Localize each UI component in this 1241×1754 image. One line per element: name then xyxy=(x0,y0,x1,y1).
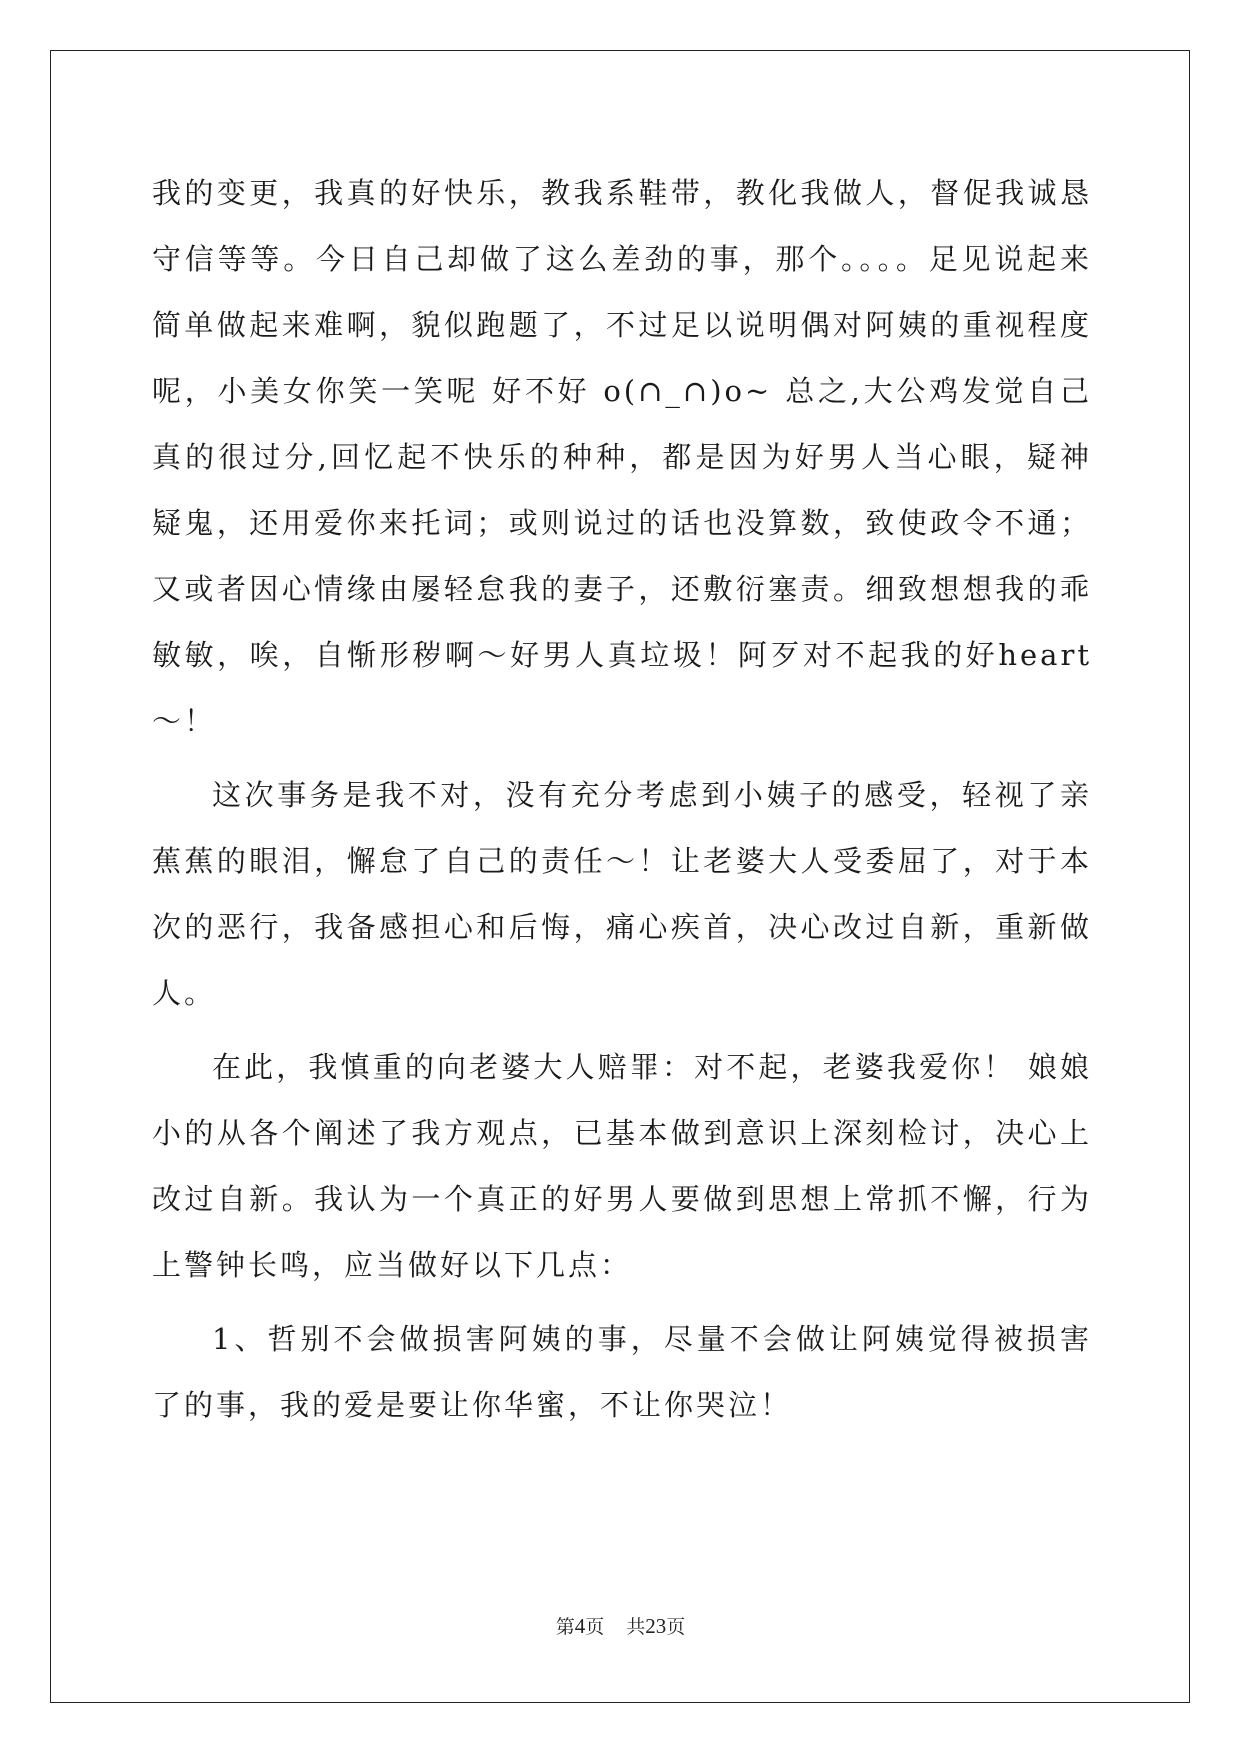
total-pages: 23 xyxy=(645,1614,667,1638)
page-suffix: 页 xyxy=(585,1616,605,1638)
page-prefix: 第 xyxy=(555,1616,575,1638)
page-number: 4 xyxy=(574,1614,586,1638)
paragraph-2: 这次事务是我不对，没有充分考虑到小姨子的感受，轻视了亲蕉蕉的眼泪，懈怠了自己的责任～！让老婆大人受委屈了，对于本次的恶行，我备感担心和后悔，痛心疾首，决心改过自新，重新做人。 xyxy=(152,778,1092,1010)
paragraph-3: 在此，我慎重的向老婆大人赔罪：对不起，老婆我爱你！ 娘娘小的从各个阐述了我方观点，已基本做到意识上深刻检讨，决心上改过自新。我认为一个真正的好男人要做到思想上常抓不懈，行为上警钟长鸣，应当做好以下几点： xyxy=(152,1050,1092,1282)
total-suffix: 页 xyxy=(666,1616,686,1638)
document-body xyxy=(152,160,1092,1438)
paragraph-4: 1、哲别不会做损害阿姨的事，尽量不会做让阿姨觉得被损害了的事，我的爱是要让你华蜜，不让你哭泣！ xyxy=(152,1322,1092,1422)
total-prefix: 共 xyxy=(626,1616,646,1638)
paragraph-1: 我的变更，我真的好快乐，教我系鞋带，教化我做人，督促我诚恳守信等等。今日自己却做了这么差劲的事，那个。。。。足见说起来简单做起来难啊，貌似跑题了，不过足以说明偶对阿姨的重视程度呢，小美女你笑一笑呢 好不好 o(∩_∩)o~ 总之,大公鸡发觉自己真的很过分,回忆起不快乐的种种，都是因为好男人当心眼，疑神疑鬼，还用爱你来托词；或则说过的话也没算数，致使政令不通；又或者因心情缘由屡轻怠我的妻子，还敷衍塞责。细致想想我的乖敏敏，唉，自惭形秽啊～好男人真垃圾！阿歹对不起我的好heart～！ xyxy=(152,176,1092,738)
page-footer xyxy=(0,1612,1241,1639)
